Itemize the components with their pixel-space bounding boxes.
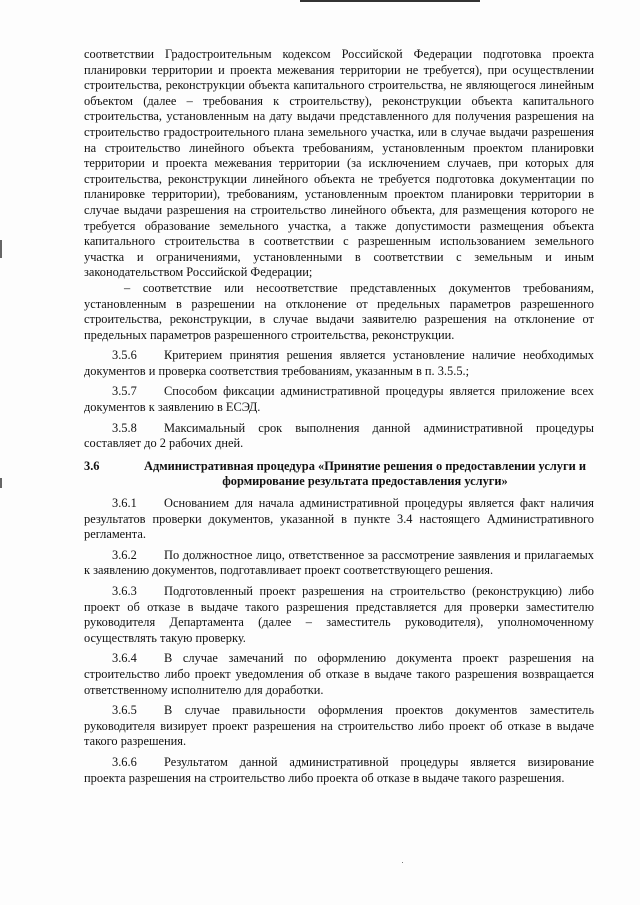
item-number: 3.5.8	[112, 420, 137, 435]
item-text: По должностное лицо, ответственное за рассмотрение заявления и прилагаемых к заявлению документов, подготавливает проект соответствующего решения.	[84, 547, 594, 578]
item-number: 3.6.6	[112, 754, 137, 769]
item-number: 3.6.2	[112, 547, 137, 562]
numbered-item	[84, 348, 594, 379]
numbered-item	[84, 421, 594, 452]
scan-edge-left	[0, 478, 2, 488]
item-number: 3.6.1	[112, 496, 137, 511]
item-text: Максимальный срок выполнения данной административной процедуры составляет до 2 рабочих дней.	[84, 420, 594, 451]
numbered-item	[84, 651, 594, 698]
document-page	[84, 47, 594, 786]
scan-edge-left	[0, 240, 2, 258]
item-number: 3.6.4	[112, 651, 137, 666]
paragraph: соответствии Градостроительным кодексом Российской Федерации подготовка проекта планировки территории и проекта межевания территории не требуется), при осуществлении строительства, реконструкции объекта капитального строительства, не являющегося линейным объектом (далее – требования к строительству), реконструкции объекта капитального строительства, установленным на дату выдачи представленного для получения разрешения на строительство градостроительного плана земельного участка, или в случае выдачи разрешения на строительство линейного объекта требованиям, установленным проектом планировки территории и проекта межевания территории (за исключением случаев, при которых для строительства, реконструкции линейного объекта не требуется подготовка документации по планировке территории), требованиям, установленным проектом планировки территории в случае выдачи разрешения на строительство линейного объекта, для размещения которого не требуется образование земельного участка, а также допустимости размещения объекта капитального строительства в соответствии с разрешенным использованием земельного участка и ограничениями, установленными в соответствии с земельным и иным законодательством Российской Федерации;	[84, 47, 594, 280]
numbered-item	[84, 584, 594, 646]
item-text: Основанием для начала административной процедуры является факт наличия результатов проверки документов, указанной в пункте 3.4 настоящего Административного регламента.	[84, 496, 594, 542]
item-text: В случае замечаний по оформлению документа проект разрешения на строительство либо проект уведомления об отказе в выдаче такого разрешения возвращается ответственному исполнителю для доработки.	[84, 651, 594, 697]
item-number: 3.5.7	[112, 384, 137, 399]
numbered-item	[84, 755, 594, 786]
scan-edge-top	[300, 0, 480, 2]
section-title: Административная процедура «Принятие решения о предоставлении услуги и формирование результата предоставления услуги»	[144, 458, 586, 489]
numbered-item	[84, 496, 594, 543]
numbered-item	[84, 703, 594, 750]
item-text: Подготовленный проект разрешения на строительство (реконструкцию) либо проект об отказе в выдаче такого разрешения представляется для проверки заместителю руководителя Департамента (далее – заместитель руководителя), уполномоченному осуществлять такую проверку.	[84, 584, 594, 645]
numbered-item	[84, 384, 594, 415]
item-number: 3.6.5	[112, 703, 137, 718]
item-number: 3.6.3	[112, 584, 137, 598]
section-heading	[84, 459, 594, 490]
item-text: В случае правильности оформления проектов документов заместитель руководителя визирует проект разрешения на строительство либо проект об отказе в выдаче такого разрешения.	[84, 703, 594, 749]
section-number: 3.6	[84, 458, 100, 473]
scan-speck	[402, 862, 403, 863]
dash-list-item: – соответствие или несоответствие представленных документов требованиям, установленным в разрешении на отклонение от предельных параметров разрешенного строительства, реконструкции, в случае выдачи заявителю разрешения на отклонение от предельных параметров разрешенного строительства, реконструкции.	[84, 280, 594, 342]
item-number: 3.5.6	[112, 348, 137, 363]
numbered-item	[84, 548, 594, 579]
item-text: Критерием принятия решения является установление наличие необходимых документов и проверка соответствия требованиям, указанным в п. 3.5.5.;	[84, 348, 594, 378]
item-text: Способом фиксации административной процедуры является приложение всех документов к заявлению в ЕСЭД.	[84, 384, 594, 415]
item-text: Результатом данной административной процедуры является визирование проекта разрешения на строительство либо проекта об отказе в выдаче такого разрешения.	[84, 754, 594, 785]
